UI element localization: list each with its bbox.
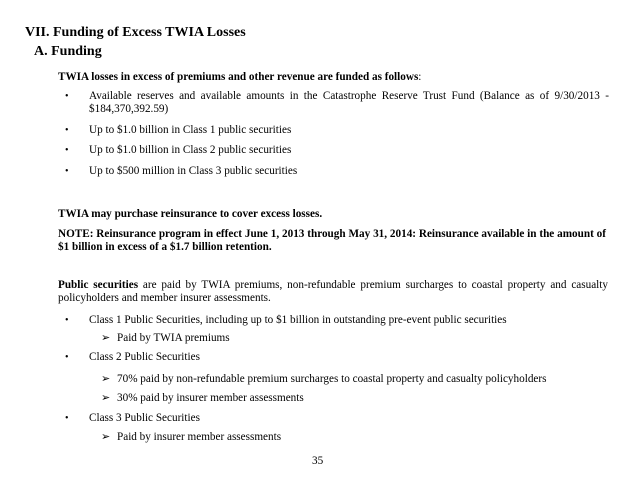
funding-bullet-1: Available reserves and available amounts in the Catastrophe Reserve Trust Fund (Balance as of 9/30/2013 - $184,370,392.59): [89, 90, 609, 115]
bullet-icon: •: [65, 352, 69, 363]
reinsurance-note: NOTE: Reinsurance program in effect June 1, 2013 through May 31, 2014: Reinsurance available in the amount of $1 billion in excess of a $1.7 billion retention.: [58, 228, 606, 253]
public-securities-rest: are paid by TWIA premiums, non-refundable premium surcharges to coastal property and casualty policyholders and member insurer assessments.: [58, 279, 608, 304]
bullet-icon: •: [65, 315, 69, 326]
arrow-bullet-icon: ➢: [101, 332, 111, 344]
arrow-bullet-icon: ➢: [101, 373, 111, 385]
arrow-bullet-icon: ➢: [101, 392, 111, 404]
class-3-label: Class 3 Public Securities: [89, 412, 200, 424]
reinsurance-line: TWIA may purchase reinsurance to cover excess losses.: [58, 208, 323, 220]
funding-bullet-4: Up to $500 million in Class 3 public securities: [89, 165, 298, 177]
bullet-icon: •: [65, 413, 69, 424]
class-2-label: Class 2 Public Securities: [89, 351, 200, 363]
class-2-subitem-1: 70% paid by non-refundable premium surcharges to coastal property and casualty policyholders: [117, 373, 547, 385]
class-3-subitem-1: Paid by insurer member assessments: [117, 431, 282, 443]
arrow-bullet-icon: ➢: [101, 431, 111, 443]
public-securities-paragraph: [58, 279, 608, 305]
page-number: 35: [312, 455, 324, 467]
funding-bullet-3: Up to $1.0 billion in Class 2 public securities: [89, 144, 292, 156]
bullet-icon: •: [65, 166, 69, 177]
bullet-icon: •: [65, 91, 69, 102]
section-title: VII. Funding of Excess TWIA Losses: [25, 25, 246, 40]
bullet-icon: •: [65, 125, 69, 136]
class-1-label: Class 1 Public Securities, including up to $1 billion in outstanding pre-event public securities: [89, 314, 507, 326]
intro-bold-text: TWIA losses in excess of premiums and other revenue are funded as follows: [58, 71, 419, 83]
intro-line: [58, 71, 421, 84]
funding-bullet-2: Up to $1.0 billion in Class 1 public securities: [89, 124, 292, 136]
subsection-title: A. Funding: [34, 44, 102, 59]
public-securities-lead: Public securities: [58, 279, 139, 291]
intro-colon: :: [418, 71, 422, 83]
class-2-subitem-2: 30% paid by insurer member assessments: [117, 392, 304, 404]
class-1-subitem-1: Paid by TWIA premiums: [117, 332, 230, 344]
bullet-icon: •: [65, 145, 69, 156]
